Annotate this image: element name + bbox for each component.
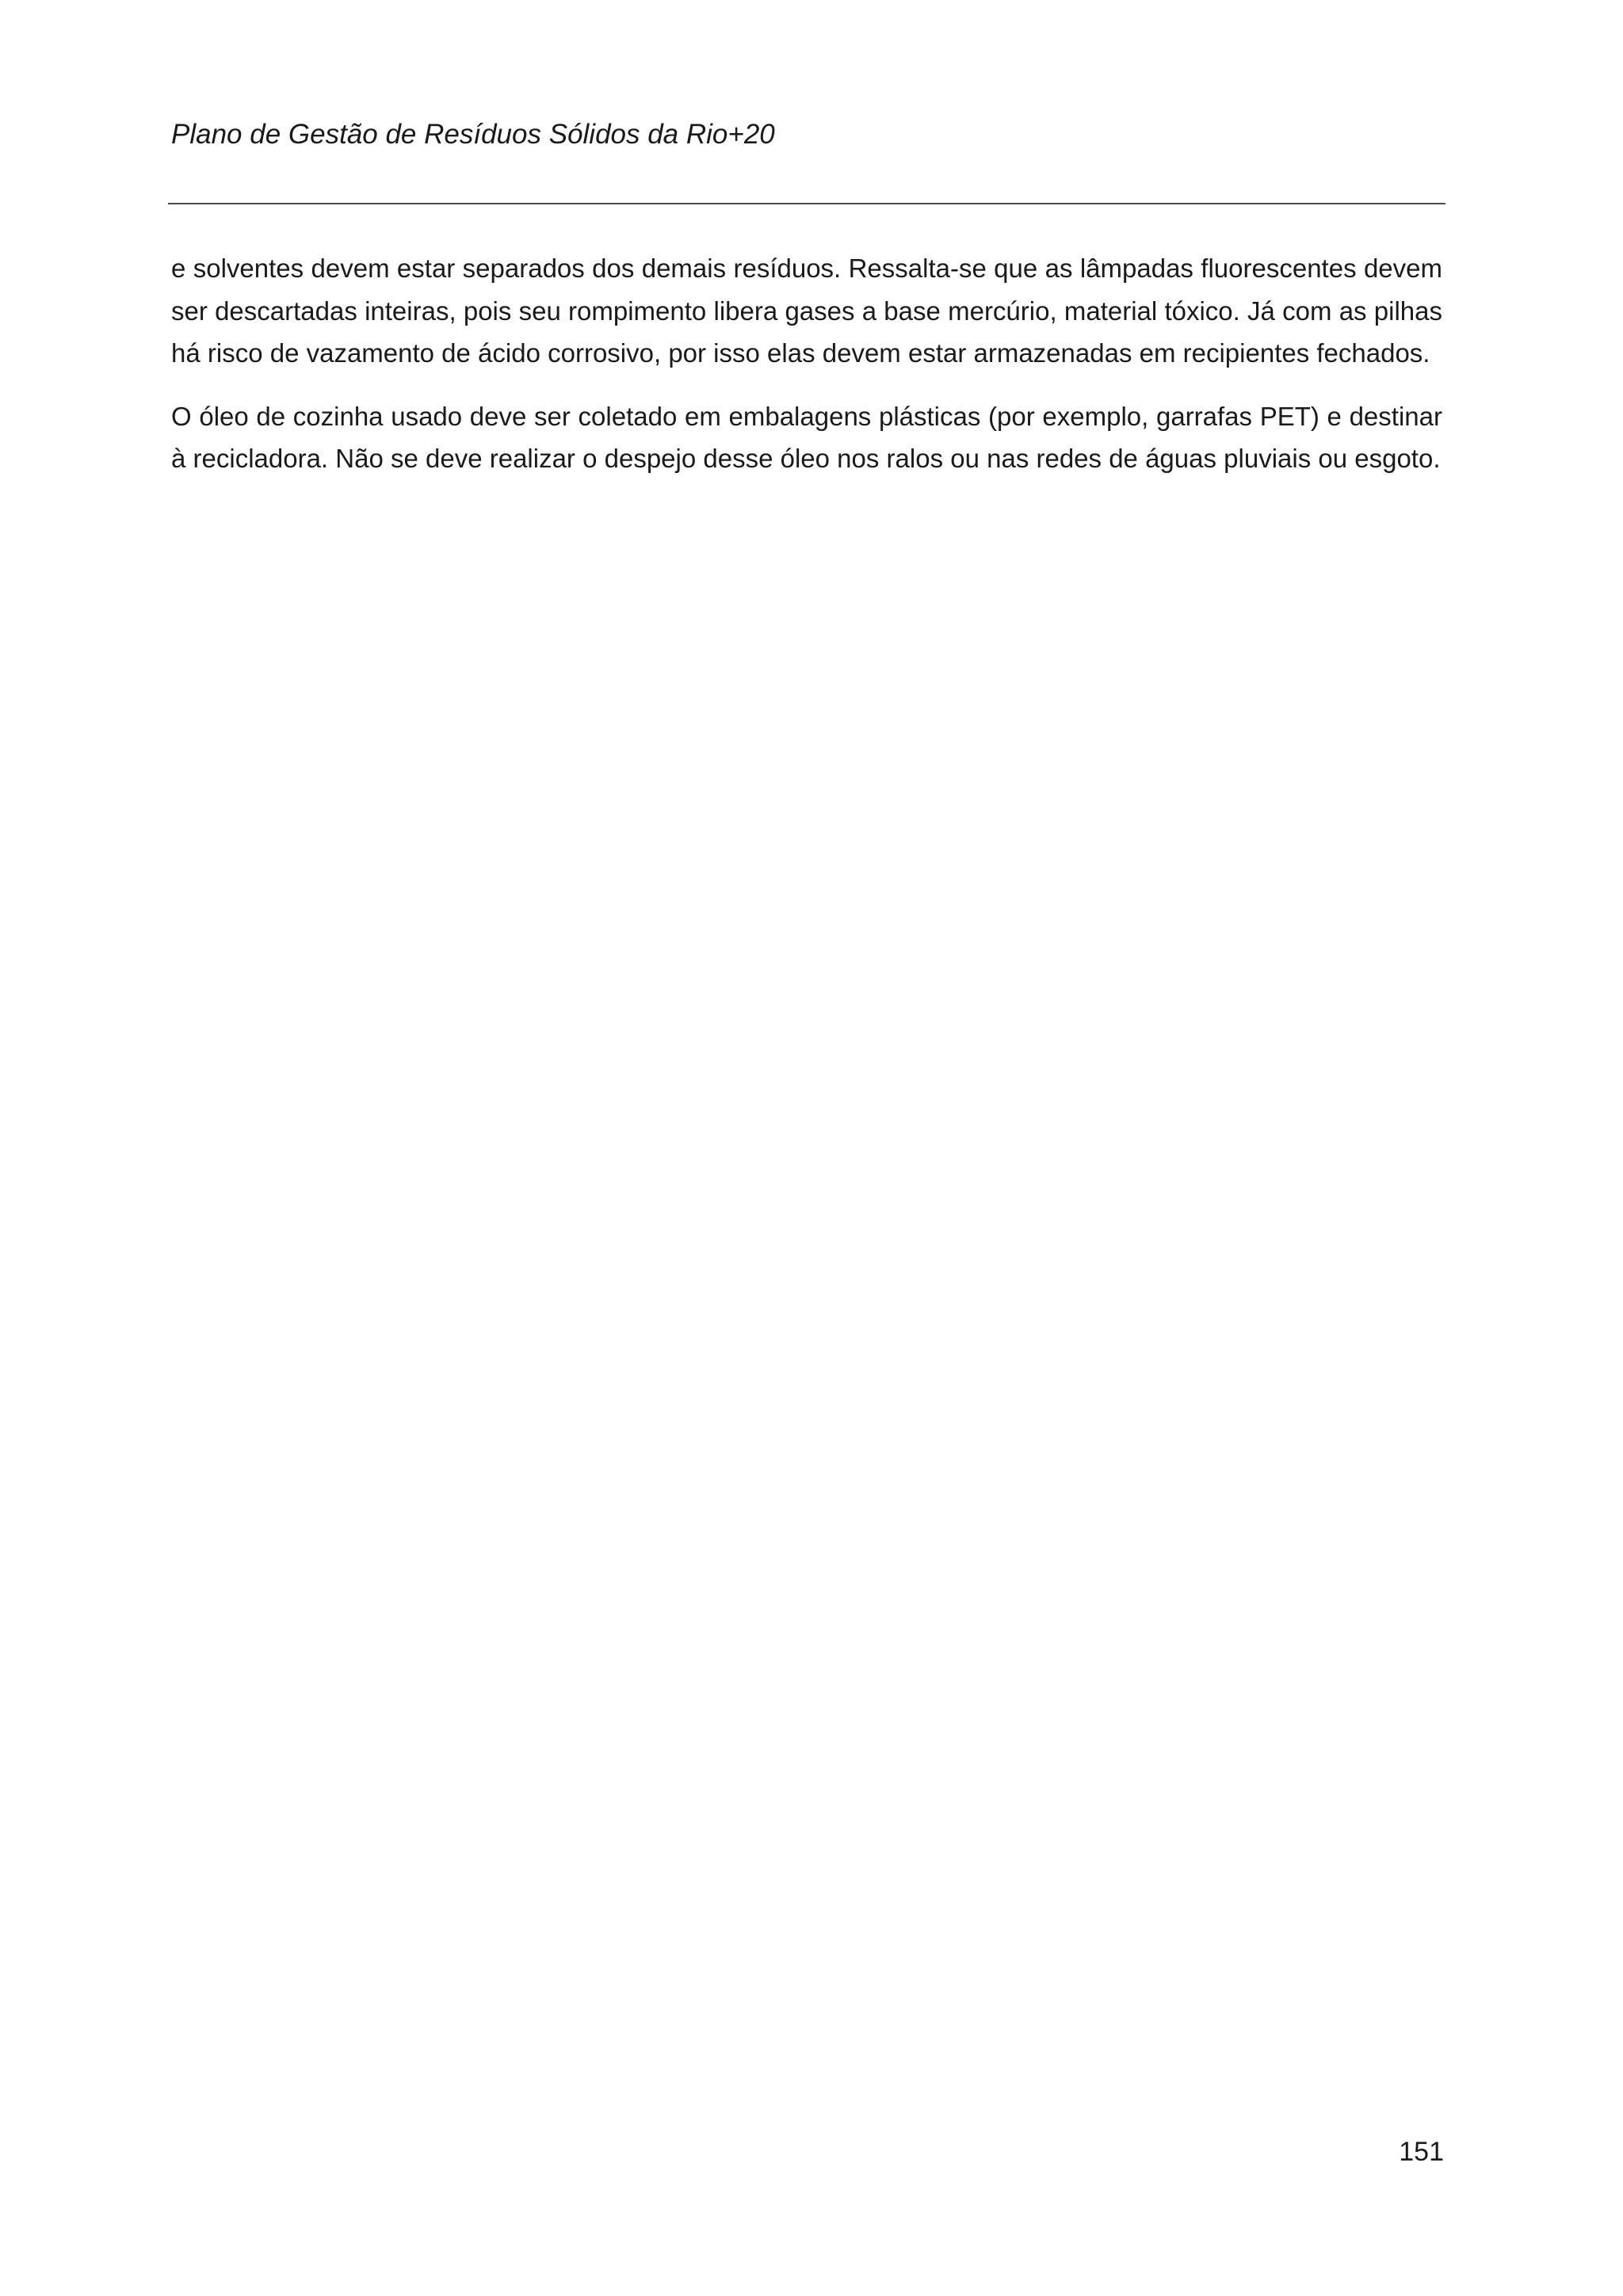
paragraph-hazardous-waste: e solventes devem estar separados dos demais resíduos. Ressalta-se que as lâmpadas fluorescentes devem ser descartadas inteiras, pois seu rompimento libera gases a base mercúrio, material tóxico. Já com as pilhas há risco de vazamento de ácido corrosivo, por isso elas devem estar armazenadas em recipientes fechados. — [171, 254, 1442, 368]
header-divider — [168, 203, 1445, 204]
page-number: 151 — [1399, 2137, 1444, 2167]
paragraph-cooking-oil: O óleo de cozinha usado deve ser coletado em embalagens plásticas (por exemplo, garrafas PET) e destinar à recicladora. Não se deve realizar o despejo desse óleo nos ralos ou nas redes de águas pluviais ou esgoto. — [171, 401, 1442, 473]
running-header-title: Plano de Gestão de Resíduos Sólidos da Rio+20 — [171, 119, 775, 150]
body-text — [171, 247, 1442, 501]
